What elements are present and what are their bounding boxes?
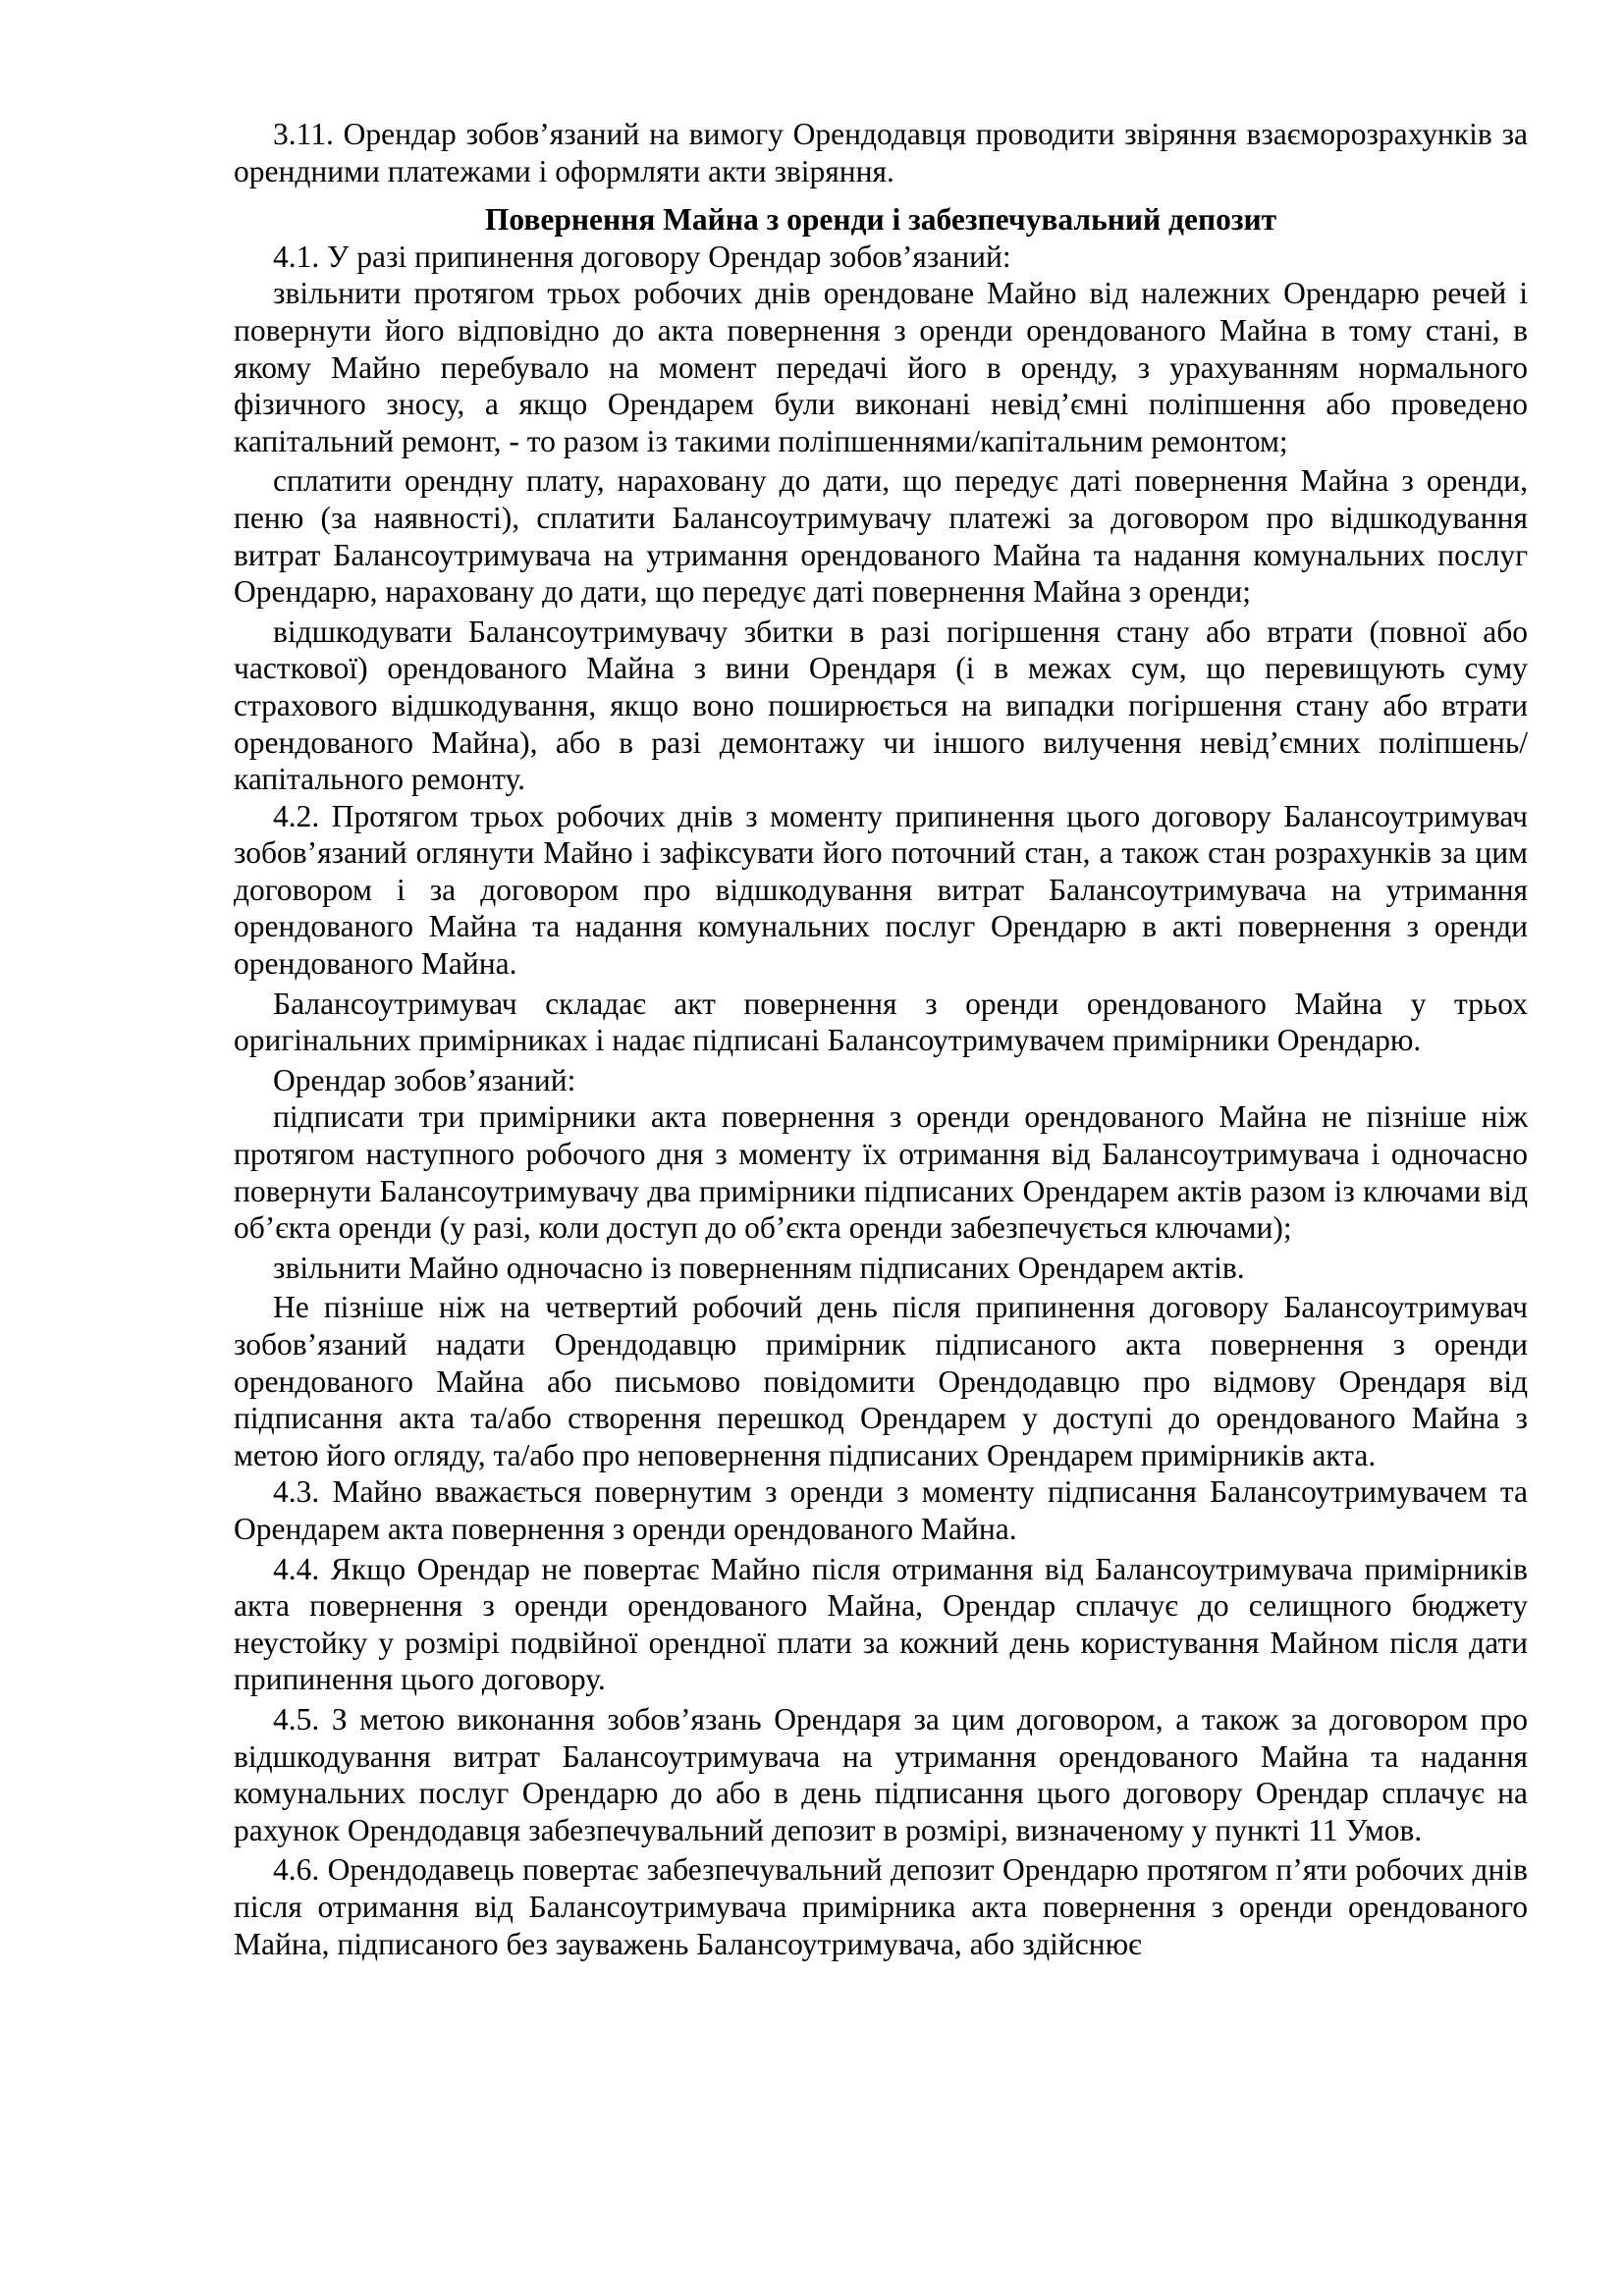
paragraph-4-2: 4.2. Протягом трьох робочих днів з моменту припинення цього договору Балансоутримувач зобов’язаний оглянути Майно і зафіксувати його поточний стан, а також стан розрахунків за цим договором і за договором про відшкодування витрат Балансоутримувача на утримання орендованого Майна та надання комунальних послуг Орендарю в акті повернення з оренди орендованого Майна. [234, 798, 1528, 982]
paragraph-4-4: 4.4. Якщо Орендар не повертає Майно після отримання від Балансоутримувача примірників акта повернення з оренди орендованого Майна, Орендар сплачує до селищного бюджету неустойку у розмірі подвійної орендної плати за кожний день користування Майном після дати припинення цього договору. [234, 1551, 1528, 1697]
paragraph-4-1-item-3: відшкодувати Балансоутримувачу збитки в разі погіршення стану або втрати (повної або часткової) орендованого Майна з вини Орендаря (і в межах сум, що перевищують суму страхового відшкодування, якщо воно поширюється на випадки погіршення стану або втрати орендованого Майна), або в разі демонтажу чи іншого вилучення невід’ємних поліпшень/капітального ремонту. [234, 614, 1528, 797]
paragraph-4-1: 4.1. У разі припинення договору Орендар зобов’язаний: [273, 239, 1011, 274]
paragraph-4-2-tenant-obliged: Орендар зобов’язаний: [273, 1062, 576, 1097]
paragraph-4-2-item-2: звільнити Майно одночасно із поверненням підписаних Орендарем актів. [273, 1250, 1245, 1285]
paragraph-4-3: 4.3. Майно вважається повернутим з оренди з моменту підписання Балансоутримувачем та Орендарем акта повернення з оренди орендованого Майна. [234, 1474, 1528, 1546]
paragraph-4-1-item-1: звільнити протягом трьох робочих днів орендоване Майно від належних Орендарю речей і повернути його відповідно до акта повернення з оренди орендованого Майна в тому стані, в якому Майно перебувало на момент передачі його в оренду, з урахуванням нормального фізичного зносу, а якщо Орендарем були виконані невід’ємні поліпшення або проведено капітальний ремонт, - то разом із такими поліпшеннями/капітальним ремонтом; [234, 276, 1528, 458]
paragraph-4-2-act: Балансоутримувач складає акт повернення з оренди орендованого Майна у трьох оригінальних примірниках і надає підписані Балансоутримувачем примірники Орендарю. [234, 986, 1528, 1058]
paragraph-4-5: 4.5. З метою виконання зобов’язань Орендаря за цим договором, а також за договором про відшкодування витрат Балансоутримувача на утримання орендованого Майна та надання комунальних послуг Орендарю до або в день підписання цього договору Орендар сплачує на рахунок Орендодавця забезпечувальний депозит в розмірі, визначеному у пункті 11 Умов. [234, 1701, 1528, 1847]
paragraph-4-6: 4.6. Орендодавець повертає забезпечувальний депозит Орендарю протягом п’яти робочих днів після отримання від Балансоутримувача примірника акта повернення з оренди орендованого Майна, підписаного без зауважень Балансоутримувача, або здійснює [234, 1852, 1528, 1961]
document-page [234, 116, 1528, 1962]
paragraph-4-2-item-1: підписати три примірники акта повернення з оренди орендованого Майна не пізніше ніж протягом наступного робочого дня з моменту їх отримання від Балансоутримувача і одночасно повернути Балансоутримувачу два примірники підписаних Орендарем актів разом із ключами від об’єкта оренди (у разі, коли доступ до об’єкта оренди забезпечується ключами); [234, 1099, 1528, 1246]
paragraph-4-1-item-2: сплатити орендну плату, нараховану до дати, що передує даті повернення Майна з оренди, пеню (за наявності), сплатити Балансоутримувачу платежі за договором про відшкодування витрат Балансоутримувача на утримання орендованого Майна та надання комунальних послуг Орендарю, нараховану до дати, що передує даті повернення Майна з оренди; [234, 463, 1528, 610]
section-heading: Повернення Майна з оренди і забезпечувальний депозит [484, 202, 1277, 238]
paragraph-3-11: 3.11. Орендар зобов’язаний на вимогу Орендодавця проводити звіряння взаєморозрахунків за орендними платежами і оформляти акти звіряння. [234, 117, 1528, 188]
paragraph-4-2-deadline: Не пізніше ніж на четвертий робочий день після припинення договору Балансоутримувач зобов’язаний надати Орендодавцю примірник підписаного акта повернення з оренди орендованого Майна або письмово повідомити Орендодавцю про відмову Орендаря від підписання акта та/або створення перешкод Орендарем у доступі до орендованого Майна з метою його огляду, та/або про неповернення підписаних Орендарем примірників акта. [234, 1290, 1528, 1472]
